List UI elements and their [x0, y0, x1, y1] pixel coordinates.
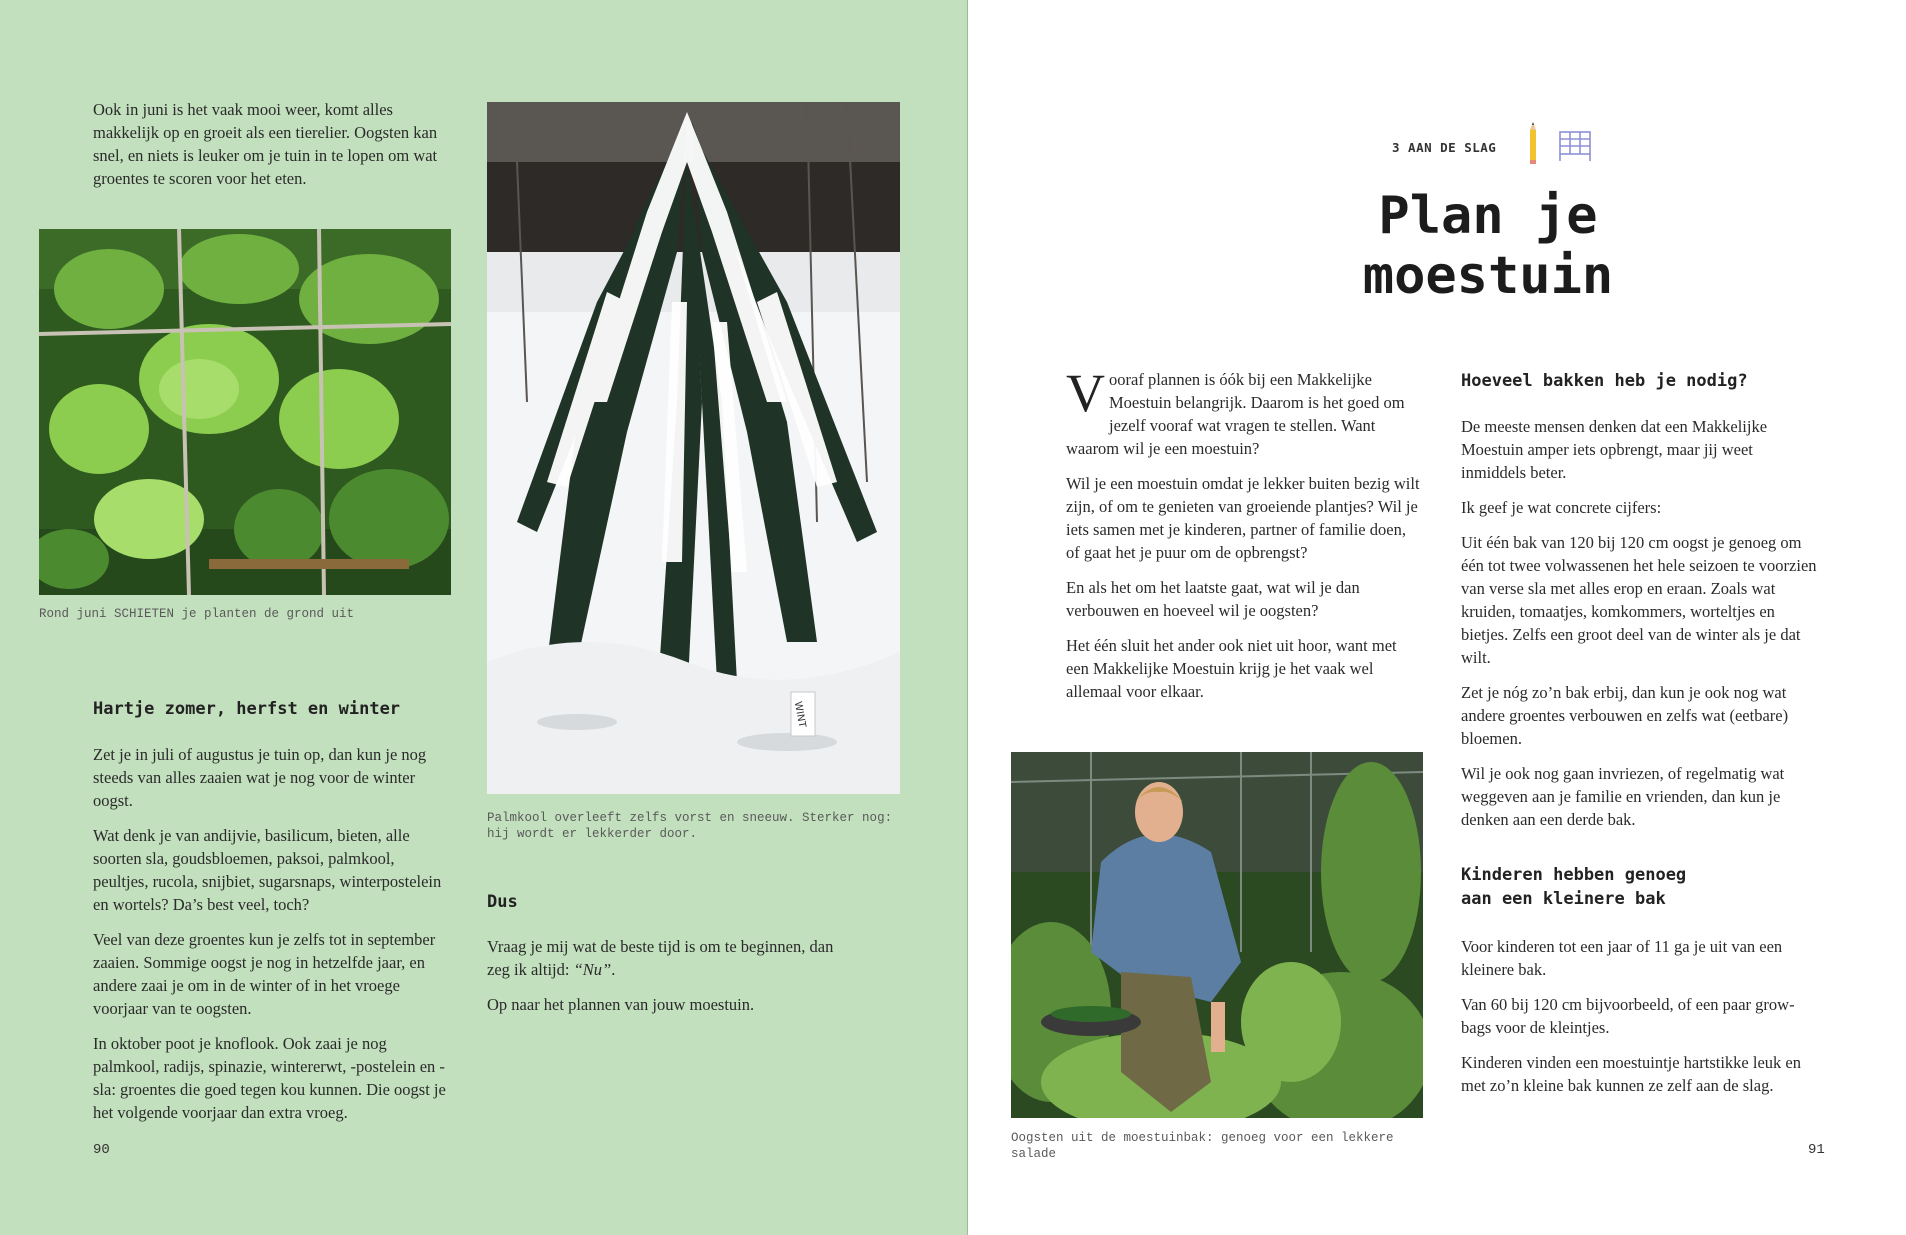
- kinderen-paragraph: Kinderen vinden een moestuintje hartstikke leuk en met zo’n kleine bak kunnen ze zelf aan de slag.: [1461, 1053, 1801, 1095]
- snowy-kale-photo: [487, 102, 900, 794]
- kinderen-text: [1461, 935, 1819, 1109]
- seasons-paragraph: Zet je in juli of augustus je tuin op, dan kun je nog steeds van alles zaaien wat je nog voor de winter oogst.: [93, 745, 427, 810]
- pencil-icon: [1528, 122, 1538, 164]
- kinderen-paragraph: Voor kinderen tot een jaar of 11 ga je uit van een kleinere bak.: [1461, 937, 1783, 979]
- dus-text: [487, 935, 847, 1028]
- grid-icon: [1558, 128, 1592, 162]
- intro-paragraph: Het één sluit het ander ook niet uit hoor, want met een Makkelijke Moestuin krijg je het vaak wel allemaal voor elkaar.: [1066, 636, 1397, 701]
- kinderen-paragraph: Van 60 bij 120 cm bijvoorbeeld, of een paar grow-bags voor de kleintjes.: [1461, 995, 1795, 1037]
- heading-kinderen-line-1: Kinderen hebben genoeg: [1461, 865, 1687, 885]
- section-heading-dus: Dus: [487, 892, 518, 912]
- seasons-paragraph: Wat denk je van andijvie, basilicum, bieten, alle soorten sla, goudsbloemen, paksoi, palmkool, peultjes, rucola, snijbiet, sugarsnaps, winterpostelein en wortels? Da’s best veel, toch?: [93, 826, 442, 914]
- kale-photo-caption: Palmkool overleeft zelfs vorst en sneeuw. Sterker nog: hij wordt er lekkerder door.: [487, 811, 893, 841]
- dus-quote: “Nu”: [573, 960, 612, 979]
- harvest-photo: [1011, 752, 1423, 1118]
- plant-stake-label: WINT: [791, 700, 808, 729]
- section-heading-seasons: Hartje zomer, herfst en winter: [93, 699, 401, 719]
- garden-photo-caption: Rond juni SCHIETEN je planten de grond uit: [39, 607, 355, 621]
- right-page: [968, 0, 1906, 1235]
- intro-first-text: ooraf plannen is óók bij een Makkelijke Moestuin belangrijk. Daarom is het goed om jezelf vooraf wat vragen te stellen. Want waarom wil je een moestuin?: [1066, 370, 1405, 458]
- bakken-paragraph: Uit één bak van 120 bij 120 cm oogst je genoeg om één tot twee volwassenen het hele seizoen te voorzien van verse sla met alles erop en eraan. Zoals wat kruiden, tomaatjes, komkommers, worteltjes en bietjes. Zelfs een groot deel van de winter als je dat wilt.: [1461, 533, 1817, 667]
- title-line-2: moestuin: [1362, 246, 1614, 306]
- harvest-photo-caption: Oogsten uit de moestuinbak: genoeg voor een lekkere salade: [1011, 1131, 1394, 1161]
- chapter-label: 3 AAN DE SLAG: [1392, 140, 1497, 155]
- seasons-paragraph: In oktober poot je knoflook. Ook zaai je nog palmkool, radijs, spinazie, wintererwt, -postelein en -sla: groentes die goed tegen kou kunnen. Die oogst je het volgende voorjaar dan extra vroeg.: [93, 1034, 446, 1122]
- bakken-paragraph: Zet je nóg zo’n bak erbij, dan kun je ook nog wat andere groentes verbouwen en zelfs wat (eetbare) bloemen.: [1461, 683, 1789, 748]
- bakken-paragraph: De meeste mensen denken dat een Makkelijke Moestuin amper iets opbrengt, maar jij weet inmiddels beter.: [1461, 417, 1768, 482]
- dus-paragraph: [487, 935, 847, 981]
- heading-bakken: Hoeveel bakken heb je nodig?: [1461, 371, 1748, 391]
- drop-cap: V: [1066, 363, 1105, 423]
- garden-bed-photo: [39, 229, 451, 595]
- page-number-right: 91: [1808, 1142, 1825, 1158]
- seasons-text: [93, 743, 453, 1136]
- seasons-paragraph: Veel van deze groentes kun je zelfs tot in september zaaien. Sommige oogst je nog in hetzelfde jaar, en andere zaai je om in de winter of in het vroege voorjaar van te oogsten.: [93, 930, 436, 1018]
- intro-first-paragraph: [1066, 363, 1422, 460]
- page-title: [1248, 186, 1728, 306]
- heading-kinderen-line-2: aan een kleinere bak: [1461, 889, 1666, 909]
- title-line-1: Plan je: [1378, 186, 1598, 246]
- heading-kinderen: [1461, 863, 1841, 911]
- intro-paragraph: Ook in juni is het vaak mooi weer, komt alles makkelijk op en groeit als een tierelier. Oogsten kan snel, en niets is leuker om je tuin in te lopen om wat groentes te scoren voor het eten.: [93, 100, 438, 188]
- bakken-paragraph: Ik geef je wat concrete cijfers:: [1461, 498, 1662, 517]
- intro-column: [1066, 363, 1422, 715]
- page-number-left: 90: [93, 1142, 110, 1158]
- dus-suffix: .: [611, 960, 616, 979]
- intro-paragraph: En als het om het laatste gaat, wat wil je dan verbouwen en hoeveel wil je oogsten?: [1066, 578, 1360, 620]
- bakken-text: [1461, 415, 1819, 843]
- dus-paragraph: Op naar het plannen van jouw moestuin.: [487, 995, 755, 1014]
- bakken-paragraph: Wil je ook nog gaan invriezen, of regelmatig wat weggeven aan je familie en vrienden, dan kun je denken aan een derde bak.: [1461, 764, 1785, 829]
- intro-paragraph: Wil je een moestuin omdat je lekker buiten bezig wilt zijn, of om te genieten van groeiende plantjes? Wil je iets samen met je kinderen, partner of familie doen, of gaat het je puur om de opbrengst?: [1066, 474, 1420, 562]
- dus-prefix: Vraag je mij wat de beste tijd is om te beginnen, dan zeg ik altijd:: [487, 937, 834, 979]
